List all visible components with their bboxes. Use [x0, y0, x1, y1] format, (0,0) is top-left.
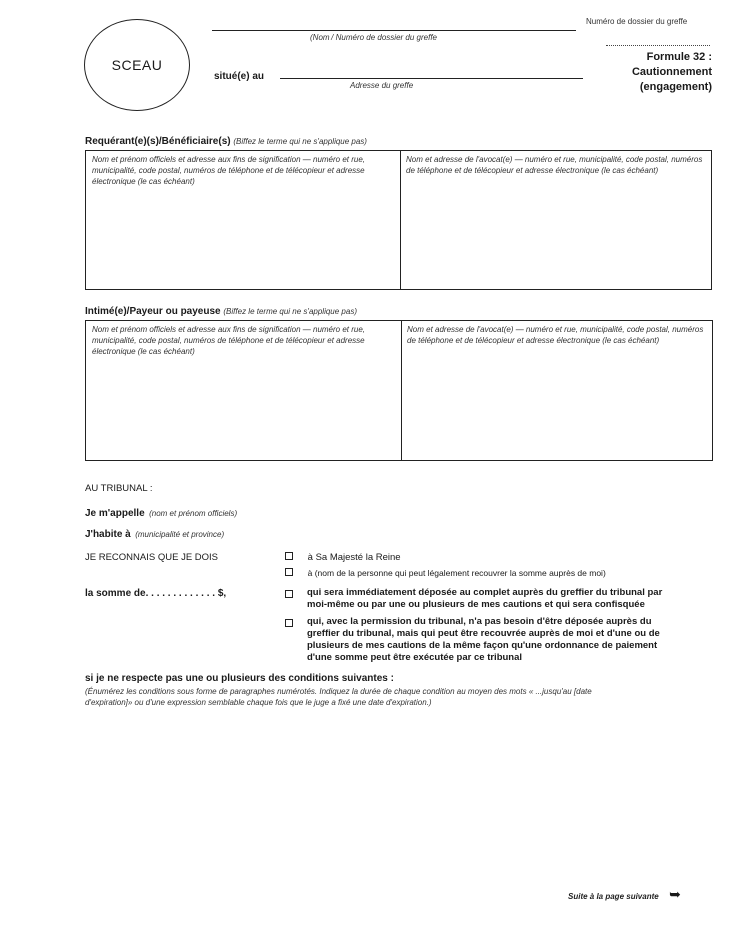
conditions-note-line-2: d'expiration]» ou d'une expression semblable chaque fois que le juge a fixé une date d'expiration.)	[85, 698, 432, 707]
owe-option-2-checkbox[interactable]	[285, 568, 293, 576]
court-name-caption: (Nom / Numéro de dossier du greffe	[310, 33, 437, 42]
pay-option-2-line-4: d'une somme peut être exécutée par ce tribunal	[307, 652, 523, 663]
form-title-line-1: Cautionnement	[631, 66, 712, 78]
conditions-heading: si je ne respecte pas une ou plusieurs des conditions suivantes :	[85, 673, 394, 684]
i-live-note: (municipalité et province)	[135, 530, 225, 539]
acknowledge-label: JE RECONNAIS QUE JE DOIS	[85, 552, 219, 563]
seal-label: SCEAU	[111, 57, 163, 73]
i-live-label: J'habite à	[85, 529, 131, 540]
right-arrow-icon: ➥	[669, 886, 681, 902]
respondent-lawyer-field[interactable]	[401, 321, 713, 460]
court-address-line[interactable]	[280, 78, 583, 79]
sum-label[interactable]: la somme de. . . . . . . . . . . . . $,	[85, 588, 227, 599]
conditions-note-line-1: (Énumérez les conditions sous forme de paragraphes numérotés. Indiquez la durée de chaque condition au moyen des mots « ...jusqu'au [date	[85, 687, 592, 696]
form-title-line-2: (engagement)	[639, 81, 712, 93]
owe-option-1-checkbox[interactable]	[285, 552, 293, 560]
court-name-line[interactable]	[212, 30, 576, 31]
i-live-row	[85, 524, 224, 542]
pay-option-2	[285, 616, 715, 664]
respondent-heading	[85, 306, 357, 317]
applicant-party-field[interactable]	[86, 151, 400, 289]
respondent-heading-note: (Biffez le terme qui ne s'applique pas)	[223, 307, 357, 316]
applicant-party-caption: Nom et prénom officiels et adresse aux fins de signification — numéro et rue, municipalité, code postal, numéros de téléphone et de télécopieur et adresse électronique (le cas échéant)	[92, 155, 366, 186]
pay-option-1-line-2: moi-même ou par une ou plusieurs de mes cautions et qui sera confisquée	[307, 599, 645, 610]
applicant-box	[85, 150, 712, 290]
pay-option-1-line-1: qui sera immédiatement déposée au complet auprès du greffier du tribunal par	[307, 587, 663, 598]
form-title-block	[632, 50, 712, 95]
owe-option-1-label: à Sa Majesté la Reine	[307, 552, 401, 563]
owe-option-2	[285, 567, 606, 580]
court-file-label: Numéro de dossier du greffe	[586, 17, 688, 26]
my-name-row	[85, 503, 237, 521]
applicant-lawyer-caption: Nom et adresse de l'avocat(e) — numéro et rue, municipalité, code postal, numéros de téléphone et de télécopieur et adresse électronique (le cas échéant)	[406, 155, 703, 175]
continue-label: Suite à la page suivante	[568, 892, 659, 901]
pay-option-1	[285, 587, 715, 611]
pay-option-2-line-3: plusieurs de mes cautions de la même façon qu'une ordonnance de paiement	[307, 640, 658, 651]
to-court-label: AU TRIBUNAL :	[85, 483, 153, 494]
court-address-caption: Adresse du greffe	[350, 81, 414, 90]
respondent-heading-text: Intimé(e)/Payeur ou payeuse	[85, 306, 221, 317]
form-number: Formule 32 :	[646, 51, 712, 63]
pay-option-1-checkbox[interactable]	[285, 590, 293, 598]
located-at-label: situé(e) au	[214, 71, 265, 82]
applicant-heading	[85, 136, 367, 147]
seal-circle	[84, 19, 190, 111]
owe-option-1	[285, 552, 401, 564]
pay-option-2-line-2: greffier du tribunal, mais qui peut être recouvrée auprès de moi et d'une ou de	[307, 628, 660, 639]
owe-option-2-label: à (nom de la personne qui peut légalement recouvrer la somme auprès de moi)	[307, 568, 606, 578]
applicant-heading-note: (Biffez le terme qui ne s'applique pas)	[233, 137, 367, 146]
respondent-party-caption: Nom et prénom officiels et adresse aux fins de signification — numéro et rue, municipalité, code postal, numéros de téléphone et de télécopieur et adresse électronique (le cas échéant)	[92, 325, 366, 356]
pay-option-2-line-1: qui, avec la permission du tribunal, n'a pas besoin d'être déposée auprès du	[307, 616, 652, 627]
applicant-lawyer-field[interactable]	[400, 151, 712, 289]
my-name-note: (nom et prénom officiels)	[149, 509, 238, 518]
conditions-note	[85, 686, 715, 708]
applicant-heading-text: Requérant(e)(s)/Bénéficiaire(s)	[85, 136, 231, 147]
respondent-party-field[interactable]	[86, 321, 401, 460]
my-name-label: Je m'appelle	[85, 508, 145, 519]
continue-row	[568, 886, 681, 904]
court-file-number-field[interactable]	[606, 45, 710, 46]
pay-option-2-checkbox[interactable]	[285, 619, 293, 627]
respondent-box	[85, 320, 713, 461]
conditions-field[interactable]	[85, 712, 715, 872]
respondent-lawyer-caption: Nom et adresse de l'avocat(e) — numéro et rue, municipalité, code postal, numéros de téléphone et de télécopieur et adresse électronique (le cas échéant)	[407, 325, 704, 345]
